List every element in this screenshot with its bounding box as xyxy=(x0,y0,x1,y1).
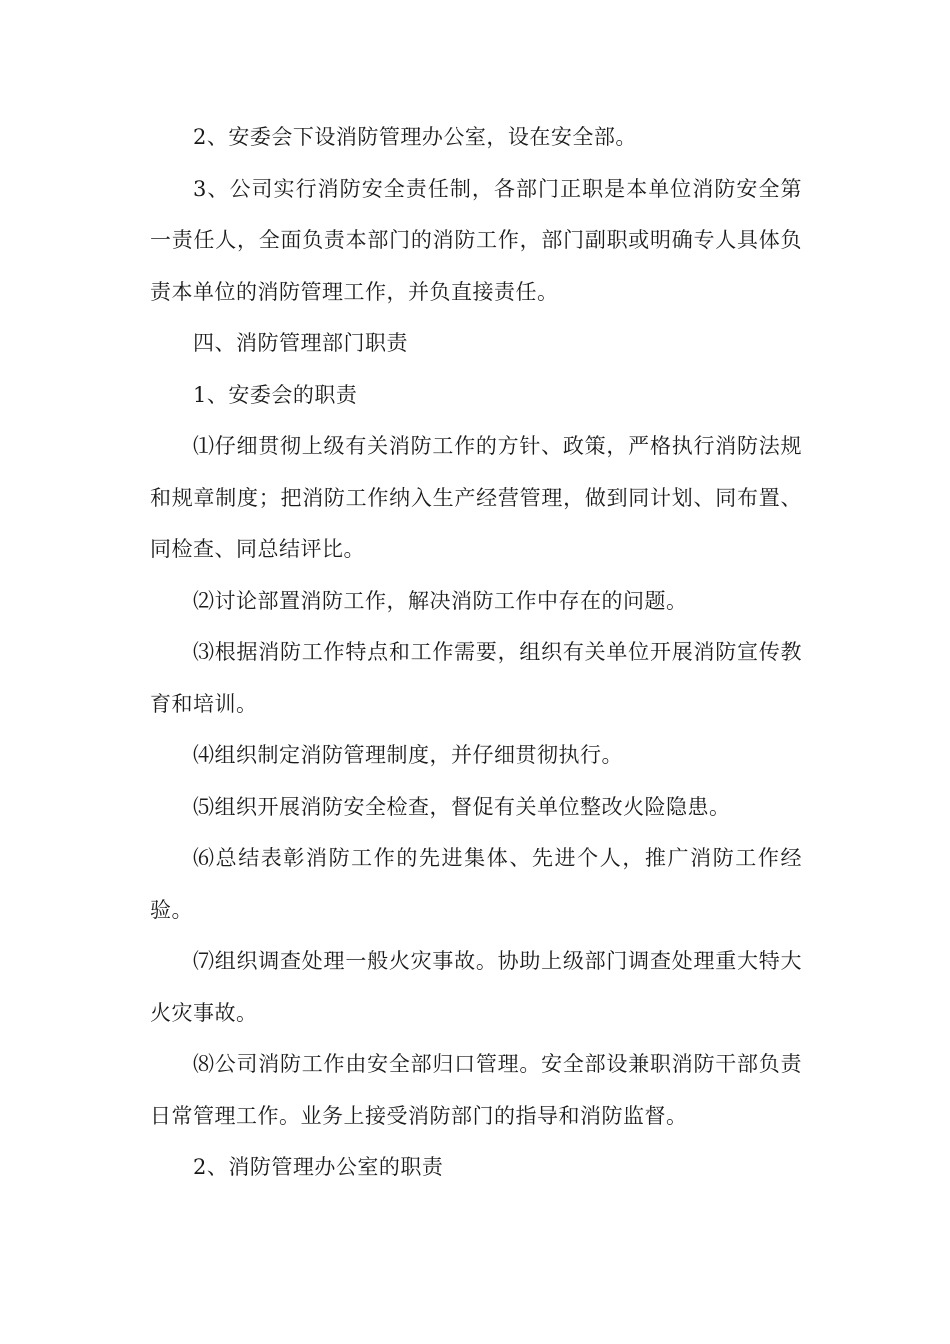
section-heading-departments: 四、消防管理部门职责 xyxy=(193,331,408,355)
duty-item-8: ⑻公司消防工作由安全部归口管理。安全部设兼职消防干部负责日常管理工作。业务上接受消防部门的指导和消防监督。 xyxy=(150,1052,802,1128)
subheading-office-duties: 2、消防管理办公室的职责 xyxy=(193,1155,444,1179)
paragraph-office-setup: 2、安委会下设消防管理办公室，设在安全部。 xyxy=(193,125,637,149)
duty-item-6: ⑹总结表彰消防工作的先进集体、先进个人，推广消防工作经验。 xyxy=(150,846,802,922)
subheading-committee-duties: 1、安委会的职责 xyxy=(193,382,358,407)
duty-item-2: ⑵讨论部置消防工作，解决消防工作中存在的问题。 xyxy=(193,588,688,613)
duty-item-1: ⑴仔细贯彻上级有关消防工作的方针、政策，严格执行消防法规和规章制度；把消防工作纳入生产经营管理，做到同计划、同布置、同检查、同总结评比。 xyxy=(150,434,802,561)
duty-item-3: ⑶根据消防工作特点和工作需要，组织有关单位开展消防宣传教育和培训。 xyxy=(150,640,802,716)
duty-item-4: ⑷组织制定消防管理制度，并仔细贯彻执行。 xyxy=(193,743,623,767)
duty-item-7: ⑺组织调查处理一般火灾事故。协助上级部门调查处理重大特大火灾事故。 xyxy=(150,949,802,1025)
document-body xyxy=(150,112,802,1194)
duty-item-5: ⑸组织开展消防安全检查，督促有关单位整改火险隐患。 xyxy=(193,794,731,819)
paragraph-responsibility-system: 3、公司实行消防安全责任制，各部门正职是本单位消防安全第一责任人，全面负责本部门的消防工作，部门副职或明确专人具体负责本单位的消防管理工作，并负直接责任。 xyxy=(150,176,802,304)
